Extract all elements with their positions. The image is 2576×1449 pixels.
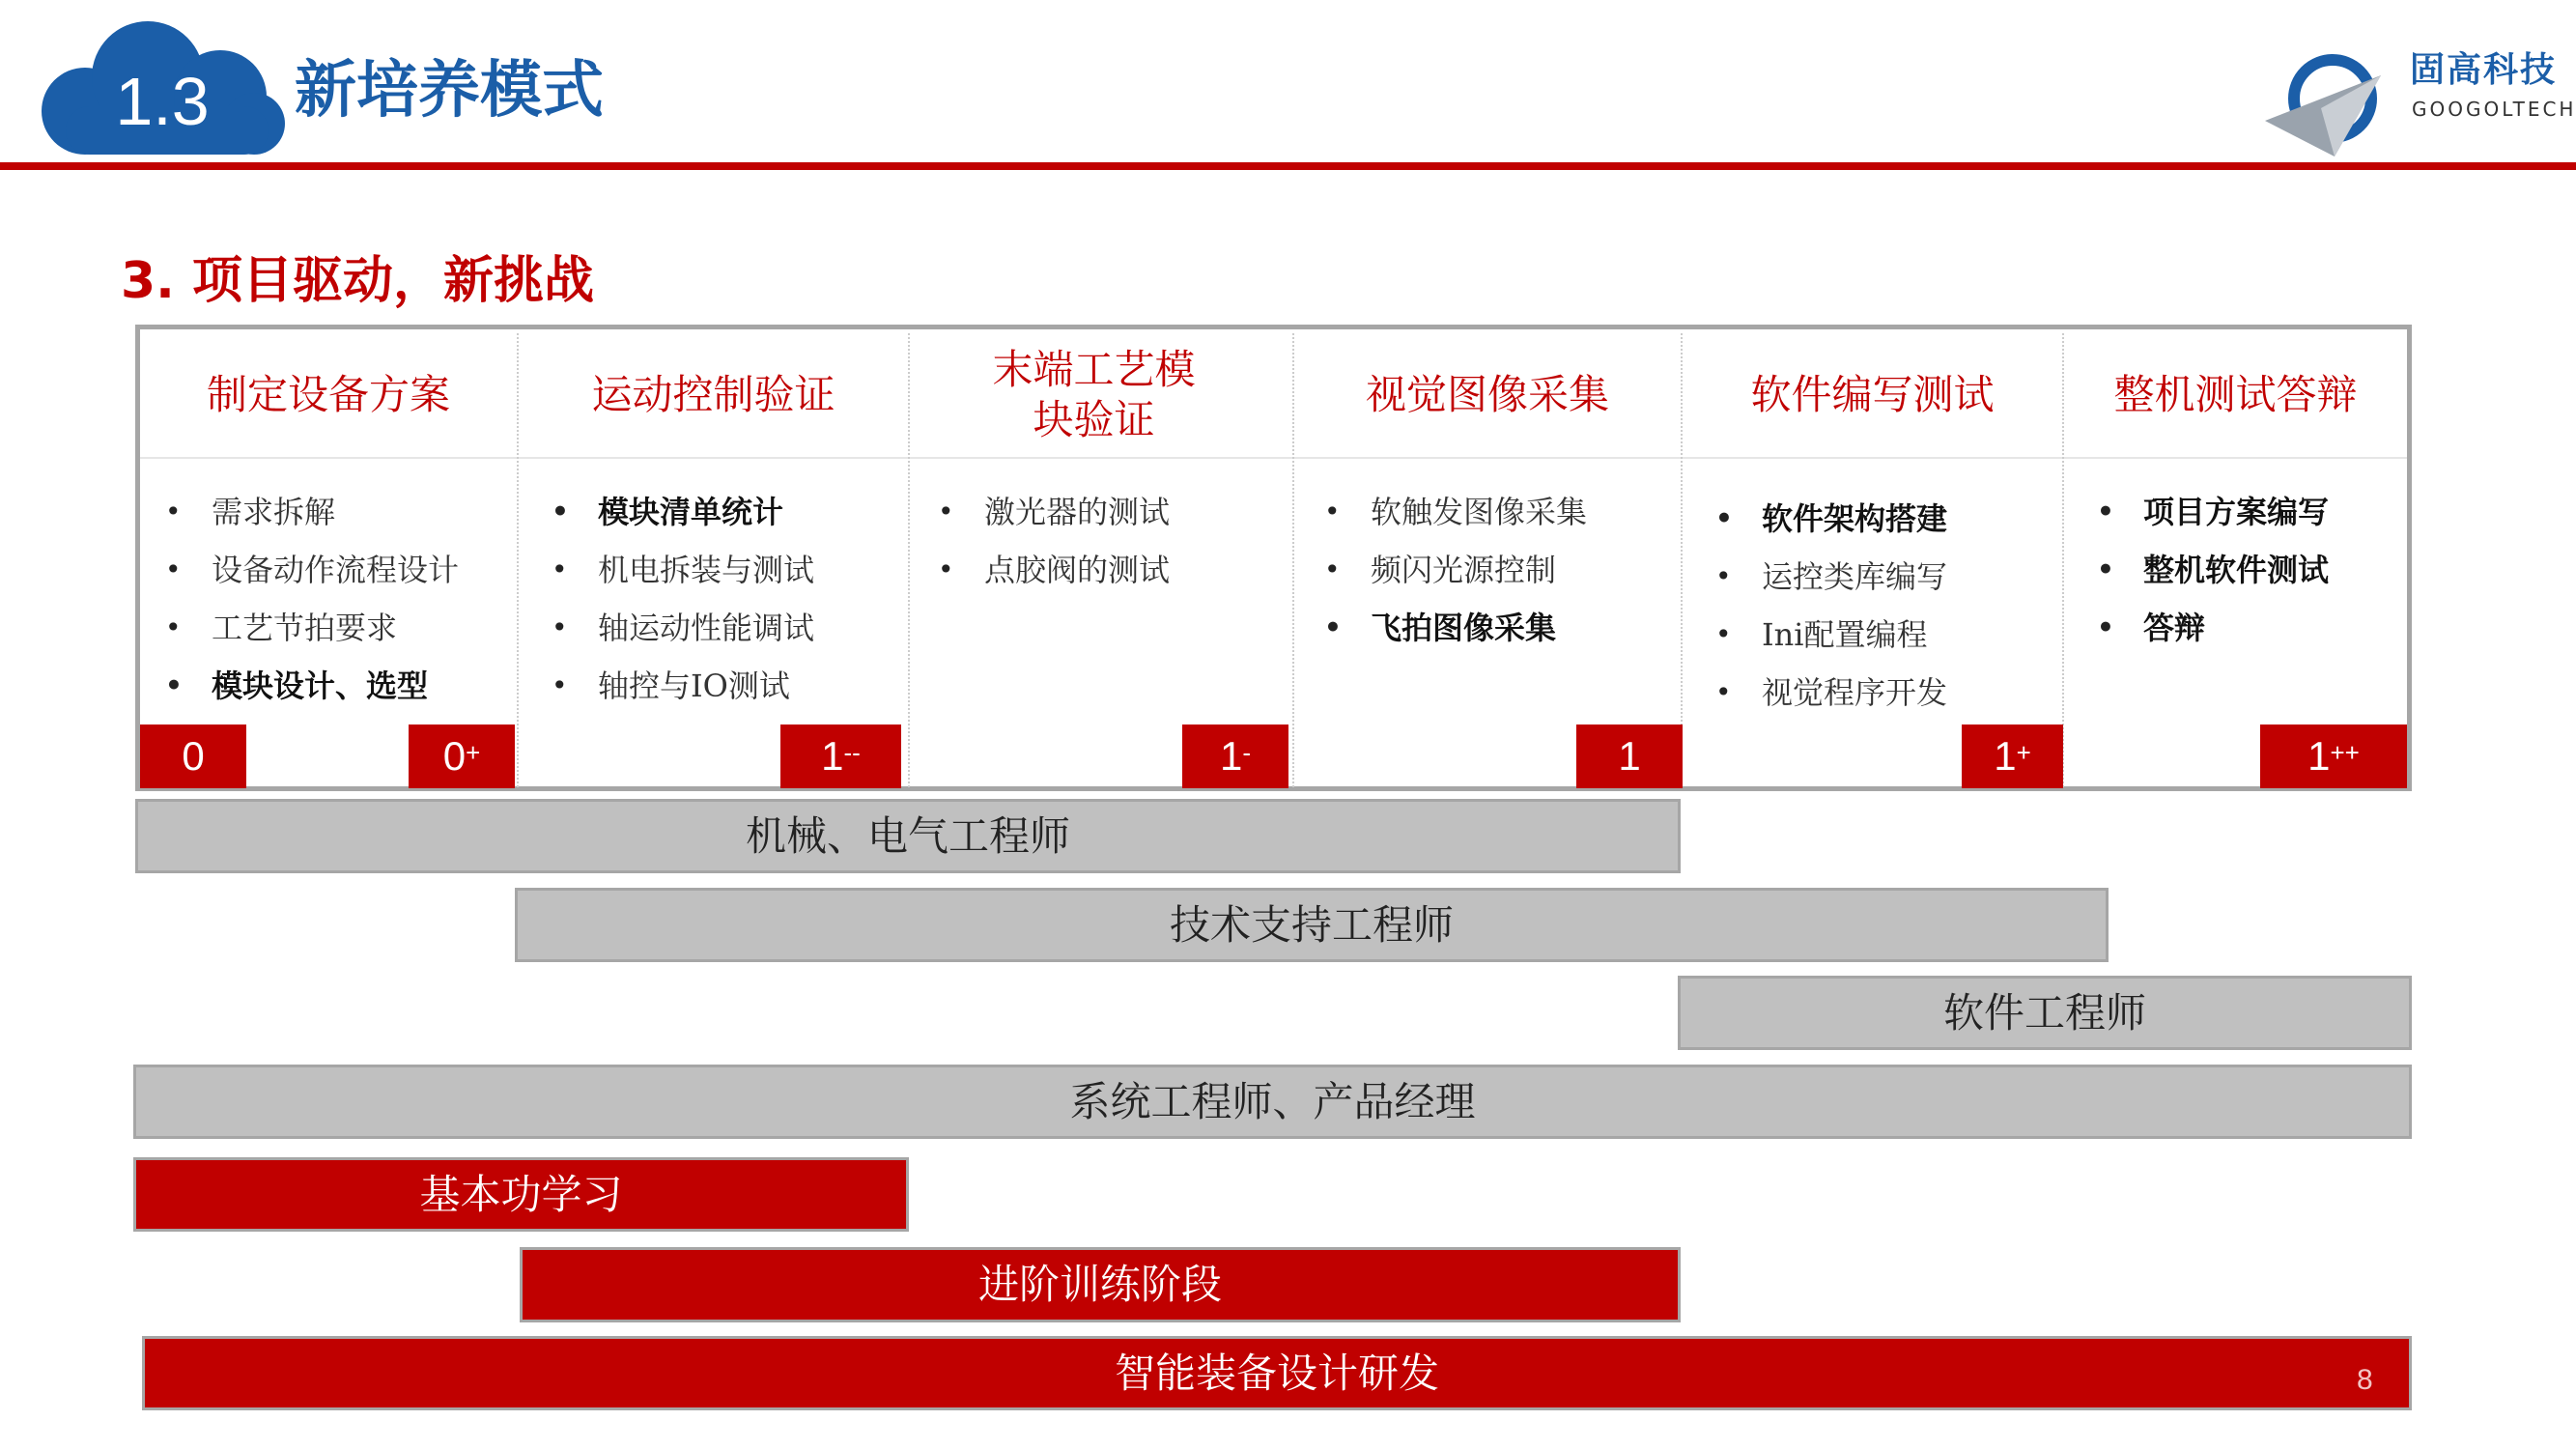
stage-4-list [1309, 483, 1587, 657]
list-item: • 软件架构搭建 [1700, 490, 1947, 548]
list-item: • 频闪光源控制 [1309, 541, 1587, 599]
list-item: • 飞拍图像采集 [1309, 599, 1587, 657]
list-item: • 整机软件测试 [2081, 541, 2329, 599]
level-badge: 1 - [1182, 724, 1288, 788]
column-divider [908, 333, 910, 787]
googoltech-logo-icon [2265, 48, 2391, 159]
list-item: • 工艺节拍要求 [150, 599, 459, 657]
section-heading: 3. 项目驱动，新挑战 [121, 252, 595, 310]
page-title: 新培养模式 [295, 55, 604, 127]
list-item: • 设备动作流程设计 [150, 541, 459, 599]
list-item: • 答辩 [2081, 599, 2329, 657]
stage-6-list [2081, 483, 2329, 657]
stage-title-4: 视觉图像采集 [1365, 371, 1609, 418]
page-number: 8 [2357, 1364, 2373, 1396]
list-item: • 轴运动性能调试 [536, 599, 814, 657]
stage-title-1: 制定设备方案 [206, 371, 450, 418]
level-badge: 1 ++ [2260, 724, 2407, 788]
list-item: • 机电拆装与测试 [536, 541, 814, 599]
header-divider [0, 162, 2576, 170]
level-badge: 1 + [1962, 724, 2063, 788]
role-bar-software: 软件工程师 [1678, 976, 2412, 1050]
list-item: • Ini配置编程 [1700, 606, 1947, 664]
training-bar-advanced: 进阶训练阶段 [520, 1247, 1681, 1322]
stage-title-2: 运动控制验证 [591, 371, 835, 418]
list-item: • 点胶阀的测试 [922, 541, 1170, 599]
logo-text-cn: 固高科技 [2410, 50, 2558, 90]
list-item: • 轴控与IO测试 [536, 657, 814, 715]
stage-title-6: 整机测试答辩 [2113, 371, 2358, 418]
list-item: • 项目方案编写 [2081, 483, 2329, 541]
role-bar-mech-elec: 机械、电气工程师 [135, 799, 1681, 873]
logo-text-en: GOOGOLTECH [2412, 98, 2576, 121]
level-badge: 0 + [409, 724, 515, 788]
list-item: • 视觉程序开发 [1700, 664, 1947, 722]
list-item: • 运控类库编写 [1700, 548, 1947, 606]
level-badge: 1 [1576, 724, 1683, 788]
level-badge: 1 -- [780, 724, 901, 788]
training-bar-rnd: 智能装备设计研发 [142, 1336, 2412, 1410]
level-badge: 0 [140, 724, 246, 788]
role-bar-system-pm: 系统工程师、产品经理 [133, 1065, 2412, 1139]
stage-5-list [1700, 490, 1947, 722]
role-bar-tech-support: 技术支持工程师 [515, 888, 2109, 962]
list-item: • 软触发图像采集 [1309, 483, 1587, 541]
stage-3-list [922, 483, 1170, 599]
stage-header-divider [140, 457, 2407, 459]
stage-title-3: 末端工艺模块验证 [992, 346, 1196, 443]
stage-2-list [536, 483, 814, 715]
stage-1-list [150, 483, 459, 715]
training-bar-basic: 基本功学习 [133, 1157, 909, 1232]
stage-title-5: 软件编写测试 [1750, 371, 1995, 418]
list-item: • 需求拆解 [150, 483, 459, 541]
list-item: • 激光器的测试 [922, 483, 1170, 541]
list-item: • 模块清单统计 [536, 483, 814, 541]
list-item: • 模块设计、选型 [150, 657, 459, 715]
section-number: 1.3 [115, 64, 210, 139]
